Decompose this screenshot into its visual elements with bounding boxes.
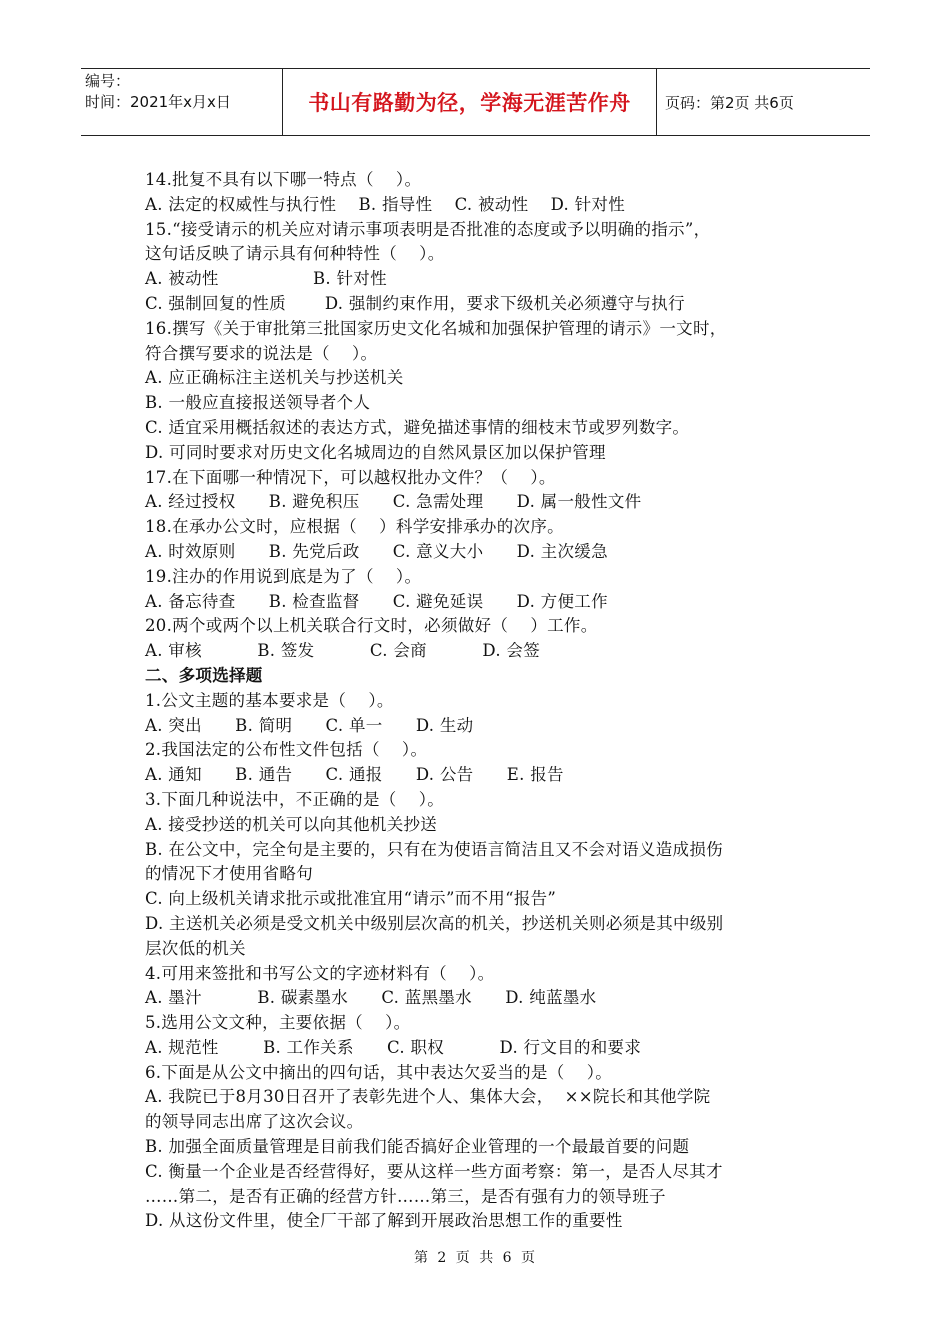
- mc-question-5-options: A. 规范性 B. 工作关系 C. 职权 D. 行文目的和要求: [145, 1037, 642, 1057]
- mc-question-1-options: A. 突出 B. 简明 C. 单一 D. 生动: [145, 715, 474, 735]
- mc-question-3: 3.下面几种说法中，不正确的是（ ）。: [145, 789, 445, 809]
- question-16-option-d: D. 可同时要求对历史文化名城周边的自然风景区加以保护管理: [145, 442, 606, 462]
- mc-question-4-options: A. 墨汁 B. 碳素墨水 C. 蓝黑墨水 D. 纯蓝墨水: [145, 988, 597, 1008]
- mc-question-6-option-b: B. 加强全面质量管理是目前我们能否搞好企业管理的一个最最首要的问题: [145, 1137, 690, 1157]
- header-page-info: 页码：第2页 共6页: [665, 93, 794, 112]
- mc-question-6-option-a-cont: 的领导同志出席了这次会议。: [145, 1112, 364, 1132]
- question-15: 15.“接受请示的机关应对请示事项表明是否批准的态度或予以明确的指示”，: [145, 219, 711, 239]
- question-14-options: A. 法定的权威性与执行性 B. 指导性 C. 被动性 D. 针对性: [145, 194, 626, 214]
- question-14: 14.批复不具有以下哪一特点（ ）。: [145, 170, 422, 189]
- mc-question-2-options: A. 通知 B. 通告 C. 通报 D. 公告 E. 报告: [145, 765, 564, 785]
- mc-question-3-option-b: B. 在公文中，完全句是主要的，只有在为使语言简洁且又不会对语义造成损伤: [145, 839, 723, 859]
- question-16-option-a: A. 应正确标注主送机关与抄送机关: [145, 368, 404, 388]
- mc-question-6-option-a: A. 我院已于8月30日召开了表彰先进个人、集体大会， ××院长和其他学院: [145, 1087, 711, 1107]
- question-16-cont: 符合撰写要求的说法是（ ）。: [145, 343, 378, 363]
- number-label: 编号：: [85, 72, 131, 90]
- question-20: 20.两个或两个以上机关联合行文时，必须做好（ ）工作。: [145, 616, 598, 636]
- mc-question-6-option-c-cont: ……第二，是否有正确的经营方针……第三，是否有强有力的领导班子: [145, 1186, 666, 1206]
- mc-question-3-option-b-cont: 的情况下才使用省略句: [145, 864, 313, 884]
- question-17-options: A. 经过授权 B. 避免积压 C. 急需处理 D. 属一般性文件: [145, 492, 642, 512]
- question-18-options: A. 时效原则 B. 先党后政 C. 意义大小 D. 主次缓急: [145, 541, 608, 561]
- question-20-options: A. 审核 B. 签发 C. 会商 D. 会签: [145, 641, 541, 661]
- question-19: 19.注办的作用说到底是为了（ ）。: [145, 566, 422, 586]
- header-meta: [81, 69, 283, 135]
- mc-question-5: 5.选用公文文种，主要依据（ ）。: [145, 1013, 411, 1033]
- time-label: 时间：2021年x月x日: [85, 93, 231, 111]
- header-motto: 书山有路勤为径，学海无涯苦作舟: [283, 69, 657, 135]
- document-body: [145, 168, 810, 1234]
- section-heading-multiple-choice: 二、多项选择题: [145, 665, 263, 685]
- question-18: 18.在承办公文时，应根据（ ）科学安排承办的次序。: [145, 517, 564, 537]
- mc-question-4: 4.可用来签批和书写公文的字迹材料有（ ）。: [145, 963, 495, 983]
- mc-question-3-option-d: D. 主送机关必须是受文机关中级别层次高的机关，抄送机关则必须是其中级别: [145, 913, 724, 933]
- mc-question-6-option-d: D. 从这份文件里，使全厂干部了解到开展政治思想工作的重要性: [145, 1211, 623, 1231]
- question-15-cont: 这句话反映了请示具有何种特性（ ）。: [145, 244, 445, 264]
- mc-question-3-option-c: C. 向上级机关请求批示或批准宜用“请示”而不用“报告”: [145, 889, 557, 909]
- mc-question-3-option-d-cont: 层次低的机关: [145, 938, 246, 958]
- question-16: 16.撰写《关于审批第三批国家历史文化名城和加强保护管理的请示》一文时，: [145, 318, 727, 338]
- page-header: [81, 68, 870, 136]
- mc-question-1: 1.公文主题的基本要求是（ ）。: [145, 690, 394, 710]
- mc-question-2: 2.我国法定的公布性文件包括（ ）。: [145, 740, 428, 760]
- question-16-option-c: C. 适宜采用概括叙述的表达方式，避免描述事情的细枝末节或罗列数字。: [145, 417, 690, 437]
- question-17: 17.在下面哪一种情况下，可以越权批办文件？（ ）。: [145, 467, 556, 487]
- mc-question-6-option-c: C. 衡量一个企业是否经营得好，要从这样一些方面考察：第一，是否人尽其才: [145, 1161, 723, 1181]
- question-15-options-cd: C. 强制回复的性质 D. 强制约束作用，要求下级机关必须遵守与执行: [145, 293, 685, 313]
- question-16-option-b: B. 一般应直接报送领导者个人: [145, 393, 371, 413]
- question-19-options: A. 备忘待查 B. 检查监督 C. 避免延误 D. 方便工作: [145, 591, 608, 611]
- mc-question-3-option-a: A. 接受抄送的机关可以向其他机关抄送: [145, 814, 438, 834]
- question-15-options-ab: A. 被动性 B. 针对性: [145, 269, 387, 289]
- mc-question-6: 6.下面是从公文中摘出的四句话，其中表达欠妥当的是（ ）。: [145, 1062, 613, 1082]
- page-footer: 第 2 页 共 6 页: [413, 1250, 537, 1266]
